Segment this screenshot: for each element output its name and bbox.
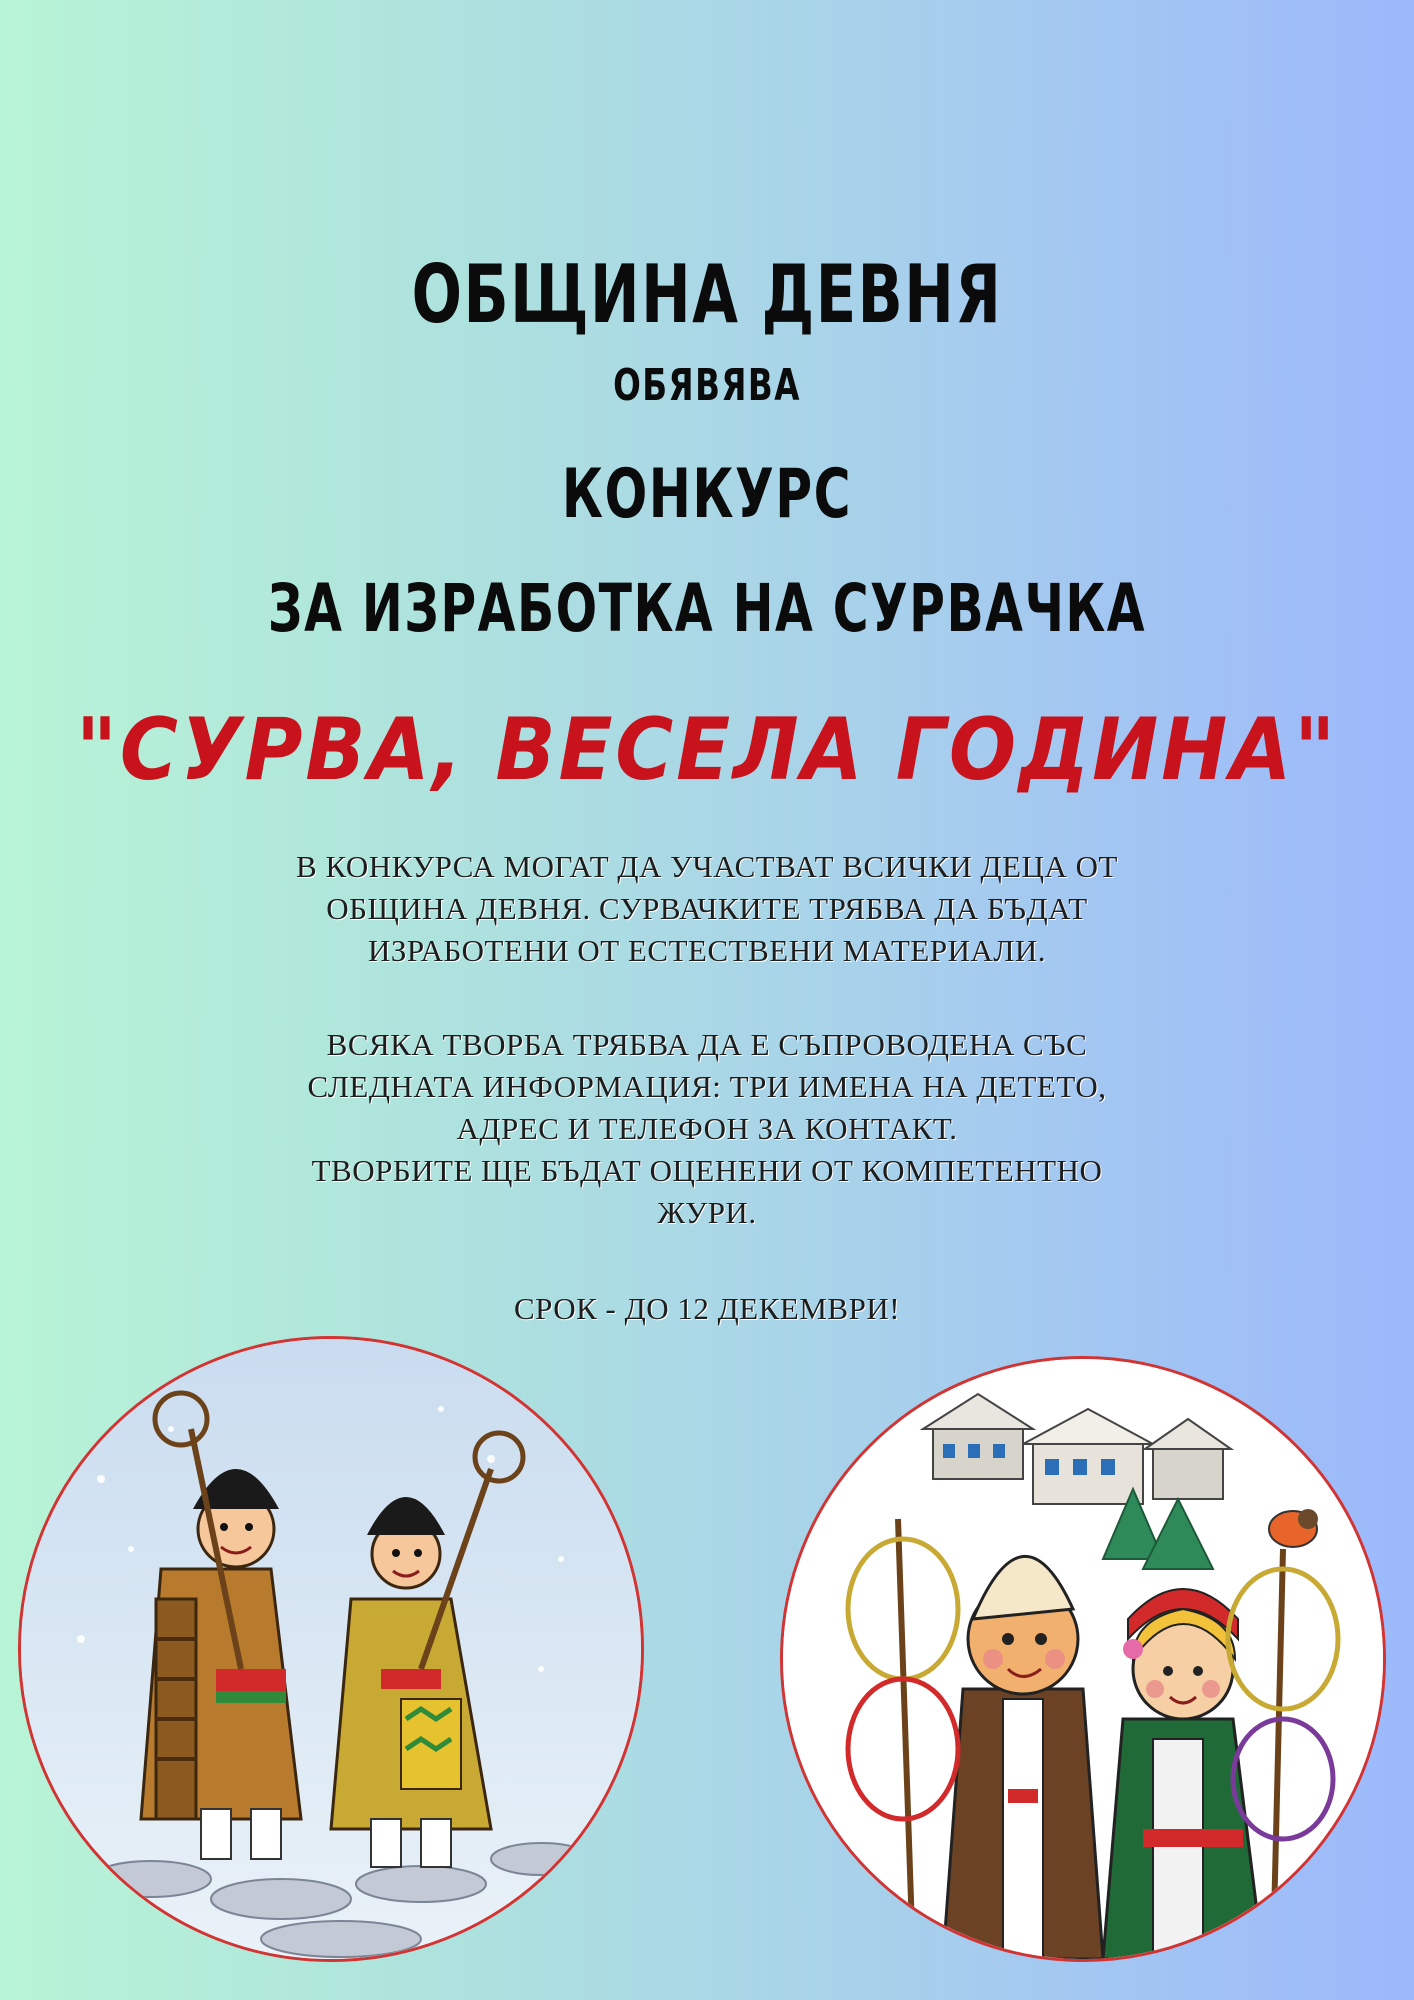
organization-heading: ОБЩИНА ДЕВНЯ: [411, 248, 1003, 341]
deadline-text: СРОК - ДО 12 ДЕКЕМВРИ!: [513, 1291, 901, 1326]
participation-paragraph: [207, 846, 1207, 972]
carolers-image: [21, 1339, 641, 1959]
requirements-paragraph: [207, 1024, 1207, 1234]
children-image: [783, 1359, 1383, 1959]
announces-heading: ОБЯВЯВА: [613, 360, 801, 411]
carolers-illustration: [18, 1336, 644, 1962]
contest-title: "СУРВА, ВЕСЕЛА ГОДИНА": [75, 700, 1339, 800]
children-illustration: [780, 1356, 1386, 1962]
text-line: ИЗРАБОТЕНИ ОТ ЕСТЕСТВЕНИ МАТЕРИАЛИ.: [367, 933, 1047, 968]
text-line: ТВОРБИТЕ ЩЕ БЪДАТ ОЦЕНЕНИ ОТ КОМПЕТЕНТНО: [311, 1153, 1103, 1188]
text-line: ЖУРИ.: [657, 1195, 757, 1230]
text-line: ОБЩИНА ДЕВНЯ. СУРВАЧКИТЕ ТРЯБВА ДА БЪДАТ: [326, 891, 1088, 926]
subject-heading: ЗА ИЗРАБОТКА НА СУРВАЧКА: [267, 570, 1147, 647]
text-line: АДРЕС И ТЕЛЕФОН ЗА КОНТАКТ.: [456, 1111, 958, 1146]
contest-heading: КОНКУРС: [561, 455, 853, 534]
text-line: ВСЯКА ТВОРБА ТРЯБВА ДА Е СЪПРОВОДЕНА СЪС: [326, 1027, 1088, 1062]
text-line: В КОНКУРСА МОГАТ ДА УЧАСТВАТ ВСИЧКИ ДЕЦА ОТ: [296, 849, 1118, 884]
text-line: СЛЕДНАТА ИНФОРМАЦИЯ: ТРИ ИМЕНА НА ДЕТЕТО,: [307, 1069, 1107, 1104]
